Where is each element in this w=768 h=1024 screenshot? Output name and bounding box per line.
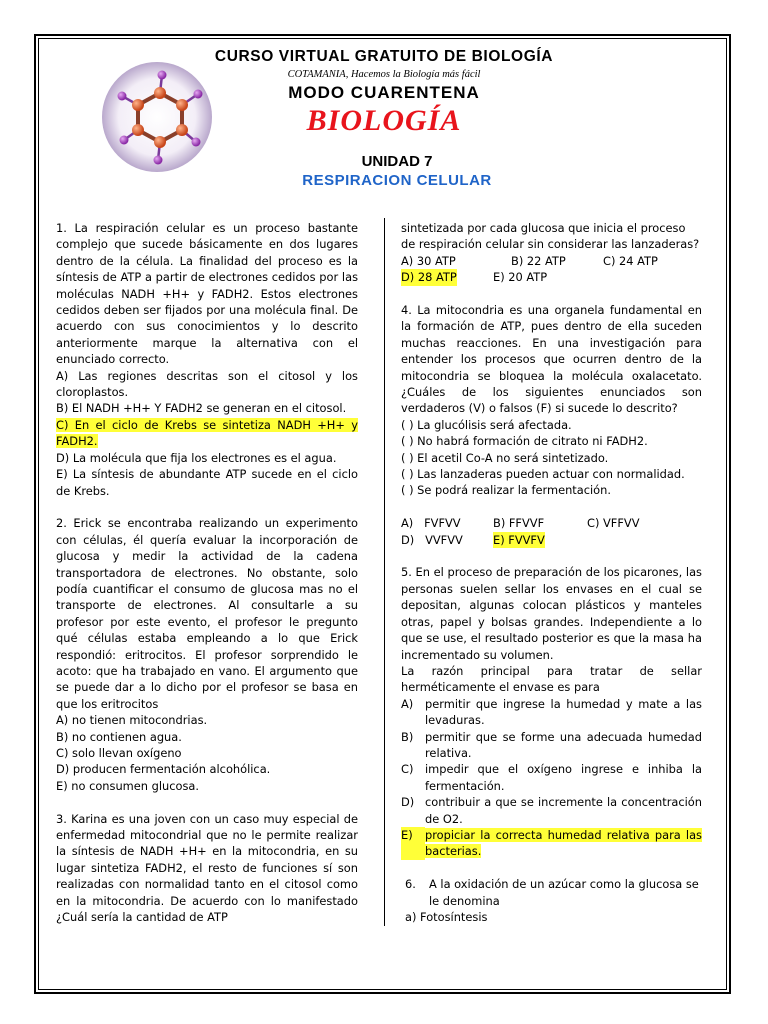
q2-option-e: E) no consumen glucosa. (56, 778, 200, 793)
q3-option-a: A) 30 ATP (401, 253, 456, 268)
q3-option-b: B) 22 ATP (511, 253, 566, 268)
q3-option-e: E) 20 ATP (493, 270, 548, 285)
q4-options-row2 (401, 532, 702, 548)
q3-answer-highlight: D) 28 ATP (401, 270, 457, 285)
q4-statement-5: ( ) Se podrá realizar la fermentación. (401, 483, 611, 498)
q1-answer-highlight: C) En el ciclo de Krebs se sintetiza NADH +H+ y FADH2. (56, 417, 358, 449)
topic-title: RESPIRACION CELULAR (302, 172, 492, 189)
q5-stem: 5. En el proceso de preparación de los picarones, las personas suelen sellar los envases en el cual se depositan, algunas colocan plásticos y manteles otras, papel y bolsas grandes. Independiente a lo que se use, el resultado posterior es que la masa ha incrementado su volumen. (401, 565, 702, 662)
right-column (401, 220, 702, 925)
q2-option-b: B) no contienen agua. (56, 729, 182, 744)
q1-option-c (56, 417, 358, 450)
q4-statement-1: ( ) La glucólisis será afectada. (401, 417, 572, 432)
q5-answer-highlight: propiciar la correcta humedad relativa para las bacterias. (425, 827, 702, 859)
q4-stem: 4. La mitocondria es una organela fundamental en la formación de ATP, pues dentro de ella suceden muchas reacciones. En una investigación para entender los procesos que ocurren dentro de la mitocondria se bloquea la molécula oxalacetato. ¿Cuáles de los siguientes enunciados son verdaderos (V) o falsos (F) si sucede lo descrito? (401, 303, 702, 416)
q4-statement-4: ( ) Las lanzaderas pueden actuar con normalidad. (401, 467, 685, 482)
q5-option-e: E) propiciar la correcta humedad relativa para las bacterias. (401, 827, 702, 859)
q2-stem: 2. Erick se encontraba realizando un experimento con células, él quería evaluar la incorporación de glucosa y medir la actividad de la cadena transportadora de electrones. No obstante, solo podía cuantificar el consumo de glucosa mas no el transporte de electrones. Al consultarle a su profesor por este evento, el profesor le pregunto qué células estaba empleando a lo que Erick respondió: eritrocitos. El profesor sorprendido le acoto: que ha trabajado en vano. El argumento que se puede dar a lo dicho por el profesor se basa en que los eritrocitos (56, 516, 358, 711)
q2-option-d: D) producen fermentación alcohólica. (56, 762, 271, 777)
tagline: COTAMANIA, Hacemos la Biología más fácil (287, 69, 481, 80)
q6-option-a: a) Fotosíntesis (405, 910, 488, 924)
q3-stem: 3. Karina es una joven con un caso muy especial de enfermedad mitocondrial que no le permite realizar la síntesis de NADH +H+ en la mitocondria, en su lugar sintetiza FADH2, el resto de funciones sí son realizadas con normalidad tanto en el citosol como en la mitocondria. De acuerdo con lo manifestado ¿Cuál sería la cantidad de ATP (56, 811, 358, 925)
q4-option-b: B) FFVVF (493, 516, 545, 531)
subject-title: BIOLOGÍA (306, 104, 462, 137)
q5-option-d: D) contribuir a que se incremente la concentración de O2. (401, 795, 702, 826)
q5-option-b: B) permitir que se forme una adecuada humedad relativa. (401, 729, 702, 760)
q4-statement-2: ( ) No habrá formación de citrato ni FADH2. (401, 434, 648, 449)
q1-option-d: D) La molécula que fija los electrones es el agua. (56, 450, 337, 465)
q3-option-d (401, 269, 493, 285)
q5-option-c: C) impedir que el oxígeno ingrese e inhiba la fermentación. (401, 762, 702, 793)
q2-option-c: C) solo llevan oxígeno (56, 745, 182, 760)
column-divider (384, 218, 385, 926)
q3-stem-continued: sintetizada por cada glucosa que inicia el proceso de respiración celular sin considerar las lanzaderas? (401, 221, 700, 252)
q4-options-row1 (401, 515, 702, 531)
q1-option-a: A) Las regiones descritas son el citosol y los cloroplastos. (56, 368, 358, 400)
q1-option-b: B) El NADH +H+ Y FADH2 se generan en el citosol. (56, 401, 347, 416)
q4-option-e (493, 532, 545, 548)
unit-title: UNIDAD 7 (361, 153, 433, 170)
q4-option-c: C) VFFVV (587, 516, 640, 531)
mode-title: MODO CUARENTENA (288, 83, 480, 102)
q4-option-a: A) FVFVV (401, 516, 461, 531)
q4-statement-3: ( ) El acetil Co-A no será sintetizado. (401, 450, 609, 465)
q1-option-e: E) La síntesis de abundante ATP sucede en el ciclo de Krebs. (56, 467, 358, 498)
q3-options-row1 (401, 253, 702, 269)
q5-option-a: A) permitir que ingrese la humedad y mate a las levaduras. (401, 696, 702, 728)
q6-stem: 6. A la oxidación de un azúcar como la glucosa se le denomina (405, 877, 699, 908)
q5-stem-question: La razón principal para tratar de sellar herméticamente el envase es para (401, 663, 702, 695)
q3-options-row2 (401, 269, 702, 285)
left-column (56, 220, 358, 925)
course-title: CURSO VIRTUAL GRATUITO DE BIOLOGÍA (214, 48, 554, 65)
q4-answer-highlight: E) FVVFV (493, 532, 545, 547)
q4-option-d: D) VVFVV (401, 532, 463, 547)
q2-option-a: A) no tienen mitocondrias. (56, 713, 208, 728)
q3-option-c: C) 24 ATP (603, 253, 658, 268)
q1-stem: 1. La respiración celular es un proceso bastante complejo que sucede básicamente en dos lugares dentro de la célula. La finalidad del proceso es la síntesis de ATP a partir de electrones cedidos por las moléculas NADH +H+ y FADH2. Estos electrones cedidos deben ser fijados por una molécula final. De acuerdo con sus conocimientos y lo descrito anteriormente marque la alternativa con el enunciado correcto. (56, 221, 358, 367)
